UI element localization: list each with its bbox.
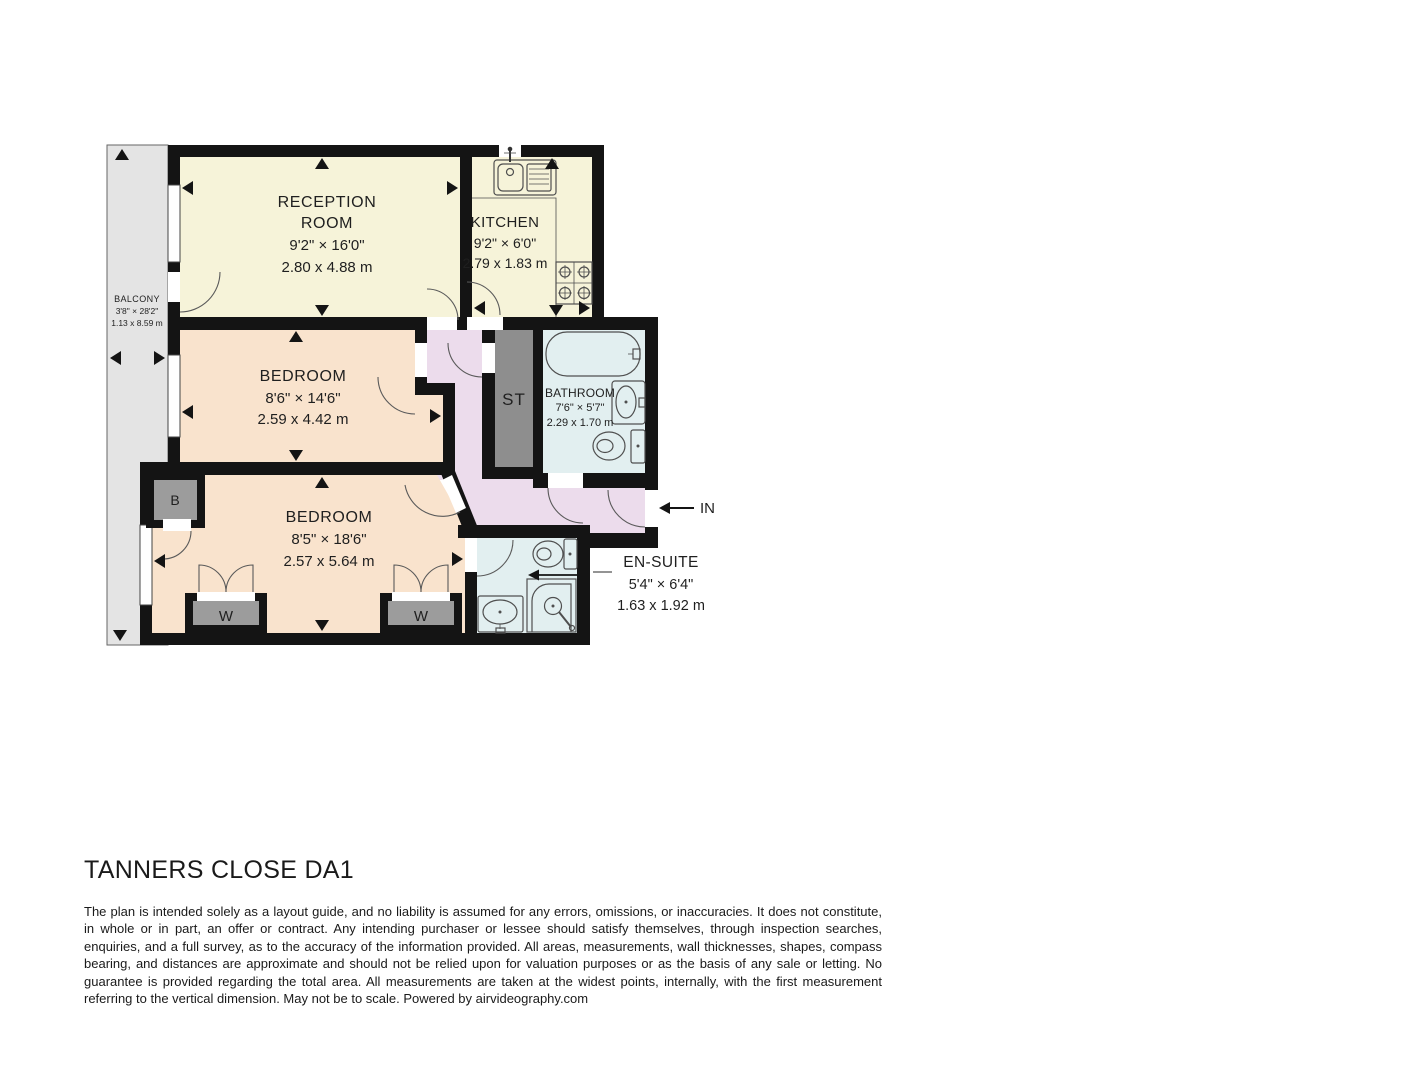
balcony-dimensions-imperial: 3'8" × 28'2"	[115, 306, 159, 316]
kitchen-label: KITCHEN	[470, 214, 540, 231]
bedroom-top-door-opening	[415, 343, 427, 377]
reception-door-opening	[427, 317, 457, 330]
bedroom-bottom-dimensions-metric: 2.57 x 5.64 m	[283, 553, 375, 570]
storage-door-opening	[482, 343, 495, 373]
kitchen-door-opening	[467, 317, 503, 330]
bathroom-door-opening	[548, 473, 583, 488]
balcony-label: BALCONY	[114, 294, 160, 304]
page-title: TANNERS CLOSE DA1	[84, 856, 354, 884]
reception-room-label: RECEPTION	[277, 194, 377, 211]
entrance-arrow-icon	[659, 502, 670, 514]
wardrobe-label: W	[413, 608, 429, 625]
bedroom-top-window	[168, 355, 180, 437]
bathroom-dimensions-imperial: 7'6" × 5'7"	[555, 402, 605, 414]
bedroom-top-dimensions-imperial: 8'6" × 14'6"	[265, 390, 341, 407]
bathroom-label: BATHROOM	[544, 386, 616, 400]
balcony-door-opening	[168, 272, 180, 302]
reception-room-dimensions-metric: 2.80 x 4.88 m	[281, 259, 373, 276]
bedroom-bottom-dimensions-imperial: 8'5" × 18'6"	[291, 531, 367, 548]
ensuite-label: EN-SUITE	[623, 554, 699, 571]
kitchen-dimensions-metric: 2.79 x 1.83 m	[462, 255, 548, 271]
boiler-cupboard-label: B	[170, 492, 180, 508]
hob-icon	[556, 262, 592, 304]
bedroom-bottom-window	[140, 525, 152, 605]
reception-room-dimensions-imperial: 9'2" × 16'0"	[289, 237, 365, 254]
bedroom-top-label: BEDROOM	[259, 368, 347, 385]
reception-window	[168, 185, 180, 262]
ensuite-dimensions-metric: 1.63 x 1.92 m	[617, 598, 705, 614]
reception-room-label: ROOM	[300, 215, 354, 232]
kitchen-dimensions-imperial: 9'2" × 6'0"	[473, 235, 537, 251]
disclaimer-text: The plan is intended solely as a layout guide, and no liability is assumed for any errors, omissions, or inaccuracies. It does not constitute, in whole or in part, an offer or contract. Any intending purchaser or lessee should satisfy themselves, through inspection searches, enquiries, and a full survey, as to the accuracy of the information provided. All areas, measurements, wall thicknesses, shapes, compass bearing, and distances are approximate and should not be relied upon for valuation purposes or as the basis of any sale or letting. No guarantee is provided regarding the total area. All measurements are taken at the widest points, internally, with the first measurement referring to the vertical dimension. May not be to scale. Powered by airvideography.com	[84, 904, 882, 1007]
entrance-annotation	[659, 500, 715, 517]
wardrobe-label: W	[218, 608, 234, 625]
ensuite-dimensions-imperial: 5'4" × 6'4"	[628, 577, 694, 593]
bedroom-top-dimensions-metric: 2.59 x 4.42 m	[257, 411, 349, 428]
balcony-dimensions-metric: 1.13 x 8.59 m	[111, 318, 163, 328]
entrance-door-opening	[645, 490, 658, 527]
bathroom-dimensions-metric: 2.29 x 1.70 m	[546, 417, 614, 429]
bedroom-bottom-label: BEDROOM	[285, 509, 373, 526]
entrance-label: IN	[700, 500, 715, 517]
ensuite-door-opening	[465, 538, 477, 572]
storage-label: ST	[502, 390, 526, 409]
